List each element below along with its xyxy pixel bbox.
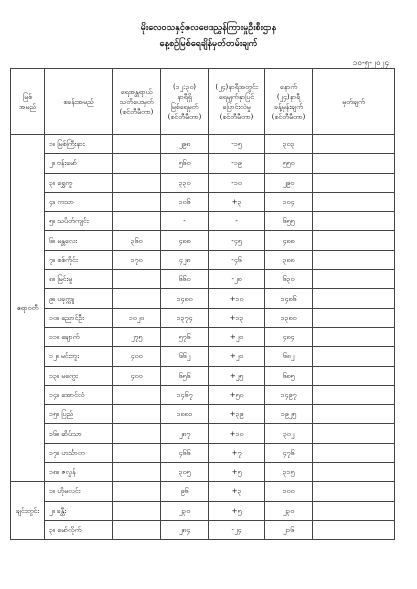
- change-cell: +၁၀: [209, 289, 265, 308]
- change-cell: +၂၀: [209, 347, 265, 366]
- header-24h-forecast: [265, 69, 313, 135]
- reading-cell: ၁၄၈၀: [161, 289, 209, 308]
- station-cell: ၁၁။ ချောက်: [45, 327, 113, 346]
- forecast-cell: ၄၈၈: [265, 231, 313, 250]
- remarks-cell: [313, 212, 395, 231]
- header-line: မှတ်ချက်: [342, 97, 365, 106]
- forecast-cell: ၆၈၂: [265, 347, 313, 366]
- reading-cell: ၁၃၇၄: [161, 308, 209, 327]
- table-header-row: [11, 69, 395, 135]
- change-cell: +၅: [209, 463, 265, 482]
- header-line: (၁၂:၃၀): [172, 82, 197, 91]
- remarks-cell: [313, 327, 395, 346]
- remarks-cell: [313, 250, 395, 269]
- remarks-cell: [313, 154, 395, 173]
- remarks-cell: [313, 135, 395, 154]
- document-subtitle: နေ့စဉ်မြစ်ရေချိန်မှတ်တမ်းချက်: [159, 39, 258, 49]
- danger-level-cell: [113, 520, 161, 539]
- reading-cell: -: [161, 212, 209, 231]
- change-cell: +၁၀: [209, 424, 265, 443]
- change-cell: +၃၉: [209, 405, 265, 424]
- forecast-cell: ၆၈၅: [265, 366, 313, 385]
- change-cell: +၅၀: [209, 385, 265, 404]
- danger-level-cell: ၁၇၀: [113, 250, 161, 269]
- header-line: (စင်တီမီတာ): [271, 112, 306, 121]
- station-cell: ၄။ ကသာ: [45, 192, 113, 211]
- station-cell: ၇။ စစ်ကိုင်း: [45, 250, 113, 269]
- document-date: ၁၀-၅-၂၀၂၄: [352, 58, 389, 67]
- danger-level-cell: [113, 463, 161, 482]
- remarks-cell: [313, 424, 395, 443]
- forecast-cell: ၅၅၀: [265, 154, 313, 173]
- header-line: စခန်းအမည်: [63, 97, 94, 106]
- forecast-cell: ၁၃၈၀: [265, 308, 313, 327]
- table-body: [11, 135, 395, 540]
- remarks-cell: [313, 501, 395, 520]
- danger-level-cell: [113, 405, 161, 424]
- reading-cell: ၃၀၅: [161, 463, 209, 482]
- reading-cell: ၂၈၇: [161, 424, 209, 443]
- danger-level-cell: [113, 135, 161, 154]
- station-cell: ၁၂။ မင်းဘူး: [45, 347, 113, 366]
- header-line: သတိပေးမှတ်: [119, 97, 154, 106]
- remarks-cell: [313, 405, 395, 424]
- header-line: နောက်: [279, 82, 298, 91]
- reading-cell: ၂၃၀: [161, 501, 209, 520]
- change-cell: -၄၅: [209, 231, 265, 250]
- forecast-cell: ၄၈၄: [265, 327, 313, 346]
- reading-cell: ၆၆၂: [161, 347, 209, 366]
- header-line: ပြောင်းလဲမှု: [222, 102, 251, 111]
- change-cell: +၃: [209, 482, 265, 501]
- table-row: [11, 347, 395, 366]
- danger-level-cell: [113, 501, 161, 520]
- header-line: မြစ်ရေမှတ်: [170, 102, 199, 111]
- forecast-cell: ၁၄၉၇: [265, 385, 313, 404]
- reading-cell: ၆၆၀: [161, 270, 209, 289]
- forecast-cell: ၁၀၄: [265, 192, 313, 211]
- remarks-cell: [313, 231, 395, 250]
- table-row: [11, 482, 395, 501]
- forecast-cell: ၄၇၆: [265, 443, 313, 462]
- header-line: (စင်တီမီတာ): [167, 112, 202, 121]
- danger-level-cell: ၂၇၅: [113, 327, 161, 346]
- reading-cell: ၄၆၆: [161, 443, 209, 462]
- table-row: [11, 327, 395, 346]
- forecast-cell: ၂၃၀: [265, 501, 313, 520]
- forecast-cell: ၁၀၀: [265, 482, 313, 501]
- table-row: [11, 501, 395, 520]
- forecast-cell: ၃၈၈: [265, 250, 313, 269]
- change-cell: +၅: [209, 501, 265, 520]
- forecast-cell: ၆၅၅: [265, 212, 313, 231]
- change-cell: +၂၅: [209, 366, 265, 385]
- station-cell: ၃။ ရွှေကူ: [45, 173, 113, 192]
- reading-cell: ၂၈၄: [161, 520, 209, 539]
- danger-level-cell: [113, 482, 161, 501]
- table-row: [11, 385, 395, 404]
- table-row: [11, 443, 395, 462]
- remarks-cell: [313, 463, 395, 482]
- reading-cell: ၁၄၆၇: [161, 385, 209, 404]
- header-line: (စင်တီမီတာ): [119, 107, 154, 116]
- danger-level-cell: ၄၀၀: [113, 347, 161, 366]
- forecast-cell: ၃၀၂: [265, 424, 313, 443]
- table-row: [11, 308, 395, 327]
- station-cell: ၁၇။ ဟင်္သာတ: [45, 443, 113, 462]
- forecast-cell: ၁၉၂၅: [265, 405, 313, 424]
- reading-cell: ၅၆၀: [161, 154, 209, 173]
- remarks-cell: [313, 192, 395, 211]
- header-line: မြစ်: [22, 92, 33, 101]
- reading-cell: ၉၆: [161, 482, 209, 501]
- forecast-cell: ၃၀၃: [265, 135, 313, 154]
- remarks-cell: [313, 385, 395, 404]
- header-danger-level: [113, 69, 161, 135]
- table-row: [11, 270, 395, 289]
- reading-cell: ၂၉၈: [161, 135, 209, 154]
- header-line: နာရီရှိ: [177, 92, 192, 101]
- table-row: [11, 405, 395, 424]
- station-cell: ၅။ သပိတ်ကျင်း: [45, 212, 113, 231]
- river-name-cell: ဧရာဝတီ: [11, 135, 45, 482]
- danger-level-cell: [113, 212, 161, 231]
- forecast-cell: ၃၁၅: [265, 463, 313, 482]
- danger-level-cell: [113, 270, 161, 289]
- remarks-cell: [313, 366, 395, 385]
- change-cell: -၂၄: [209, 520, 265, 539]
- station-cell: ၁၀။ ညောင်ဦး: [45, 308, 113, 327]
- danger-level-cell: [113, 192, 161, 211]
- danger-level-cell: [113, 154, 161, 173]
- station-cell: ၈။ မြင်းမူ: [45, 270, 113, 289]
- change-cell: -၁၉: [209, 154, 265, 173]
- reading-cell: ၄၂၈: [161, 250, 209, 269]
- change-cell: -၂၈: [209, 270, 265, 289]
- table-row: [11, 250, 395, 269]
- header-line: ခန့်မှန်းချက်: [274, 102, 303, 111]
- remarks-cell: [313, 520, 395, 539]
- danger-level-cell: [113, 443, 161, 462]
- station-cell: ၆။ မန္တလေး: [45, 231, 113, 250]
- change-cell: -၁၅: [209, 135, 265, 154]
- table-row: [11, 212, 395, 231]
- forecast-cell: ၆၃၀: [265, 270, 313, 289]
- table-row: [11, 289, 395, 308]
- remarks-cell: [313, 482, 395, 501]
- reading-cell: ၃၃၀: [161, 173, 209, 192]
- station-cell: ၁၈။ ဇလွန်: [45, 463, 113, 482]
- header-line: ရေမျက်နှာပြင်: [218, 92, 255, 101]
- forecast-cell: ၁၄၈၆: [265, 289, 313, 308]
- danger-level-cell: [113, 289, 161, 308]
- river-name-cell: ချင်းတွင်း: [11, 482, 45, 540]
- water-level-table: [10, 68, 395, 540]
- reading-cell: ၁၀၆: [161, 192, 209, 211]
- station-cell: ၁။ ဟိုမလင်း: [45, 482, 113, 501]
- header-remarks: [313, 69, 395, 135]
- danger-level-cell: ၄၀၀: [113, 366, 161, 385]
- change-cell: +၇: [209, 443, 265, 462]
- forecast-cell: ၂၁၆: [265, 520, 313, 539]
- danger-level-cell: [113, 173, 161, 192]
- header-river: [11, 69, 45, 135]
- reading-cell: ၄၈၈: [161, 231, 209, 250]
- forecast-cell: ၂၉၀: [265, 173, 313, 192]
- header-station: [45, 69, 113, 135]
- danger-level-cell: ၁၀၂၀: [113, 308, 161, 327]
- header-line: ရေအန္တရာယ်: [120, 87, 153, 96]
- header-line: (စင်တီမီတာ): [219, 112, 254, 121]
- danger-level-cell: [113, 424, 161, 443]
- header-line: (၂၄)နာရီအတွင်း: [215, 82, 258, 91]
- change-cell: -၁၀: [209, 173, 265, 192]
- table-row: [11, 135, 395, 154]
- station-cell: ၂။ ခန္တီး: [45, 501, 113, 520]
- table-row: [11, 231, 395, 250]
- table-row: [11, 192, 395, 211]
- header-current-reading: [161, 69, 209, 135]
- header-line: (၂၄)နာရီ: [276, 92, 301, 101]
- table-row: [11, 424, 395, 443]
- station-cell: ၁၃။ မကွေး: [45, 366, 113, 385]
- reading-cell: ၆၅၆: [161, 366, 209, 385]
- danger-level-cell: ၃၆၀: [113, 231, 161, 250]
- station-cell: ၁။ မြစ်ကြီးနား: [45, 135, 113, 154]
- change-cell: +၃: [209, 192, 265, 211]
- reading-cell: ၁၈၈၁: [161, 405, 209, 424]
- table-row: [11, 154, 395, 173]
- change-cell: -၄၆: [209, 250, 265, 269]
- remarks-cell: [313, 270, 395, 289]
- table-row: [11, 520, 395, 539]
- remarks-cell: [313, 443, 395, 462]
- station-cell: ၉။ ပခုက္ကူ: [45, 289, 113, 308]
- header-line: အမည်: [18, 102, 37, 111]
- station-cell: ၁၆။ ဆိပ်သာ: [45, 424, 113, 443]
- change-cell: -: [209, 212, 265, 231]
- header-24h-change: [209, 69, 265, 135]
- station-cell: ၃။ မော်လိုက်: [45, 520, 113, 539]
- station-cell: ၁၅။ ပြည်: [45, 405, 113, 424]
- remarks-cell: [313, 308, 395, 327]
- table-row: [11, 463, 395, 482]
- remarks-cell: [313, 173, 395, 192]
- station-cell: ၁၄။ အောင်လံ: [45, 385, 113, 404]
- remarks-cell: [313, 289, 395, 308]
- change-cell: +၁၃: [209, 308, 265, 327]
- danger-level-cell: [113, 385, 161, 404]
- remarks-cell: [313, 347, 395, 366]
- reading-cell: ၅၇၆: [161, 327, 209, 346]
- station-cell: ၂။ ဗန်းမော်: [45, 154, 113, 173]
- change-cell: +၂၀: [209, 327, 265, 346]
- table-row: [11, 173, 395, 192]
- document-title: မိုးလေဝသနှင့်ဇလဗေဒညွှန်ကြားမှုဦးစီးဌာန: [140, 23, 277, 33]
- table-row: [11, 366, 395, 385]
